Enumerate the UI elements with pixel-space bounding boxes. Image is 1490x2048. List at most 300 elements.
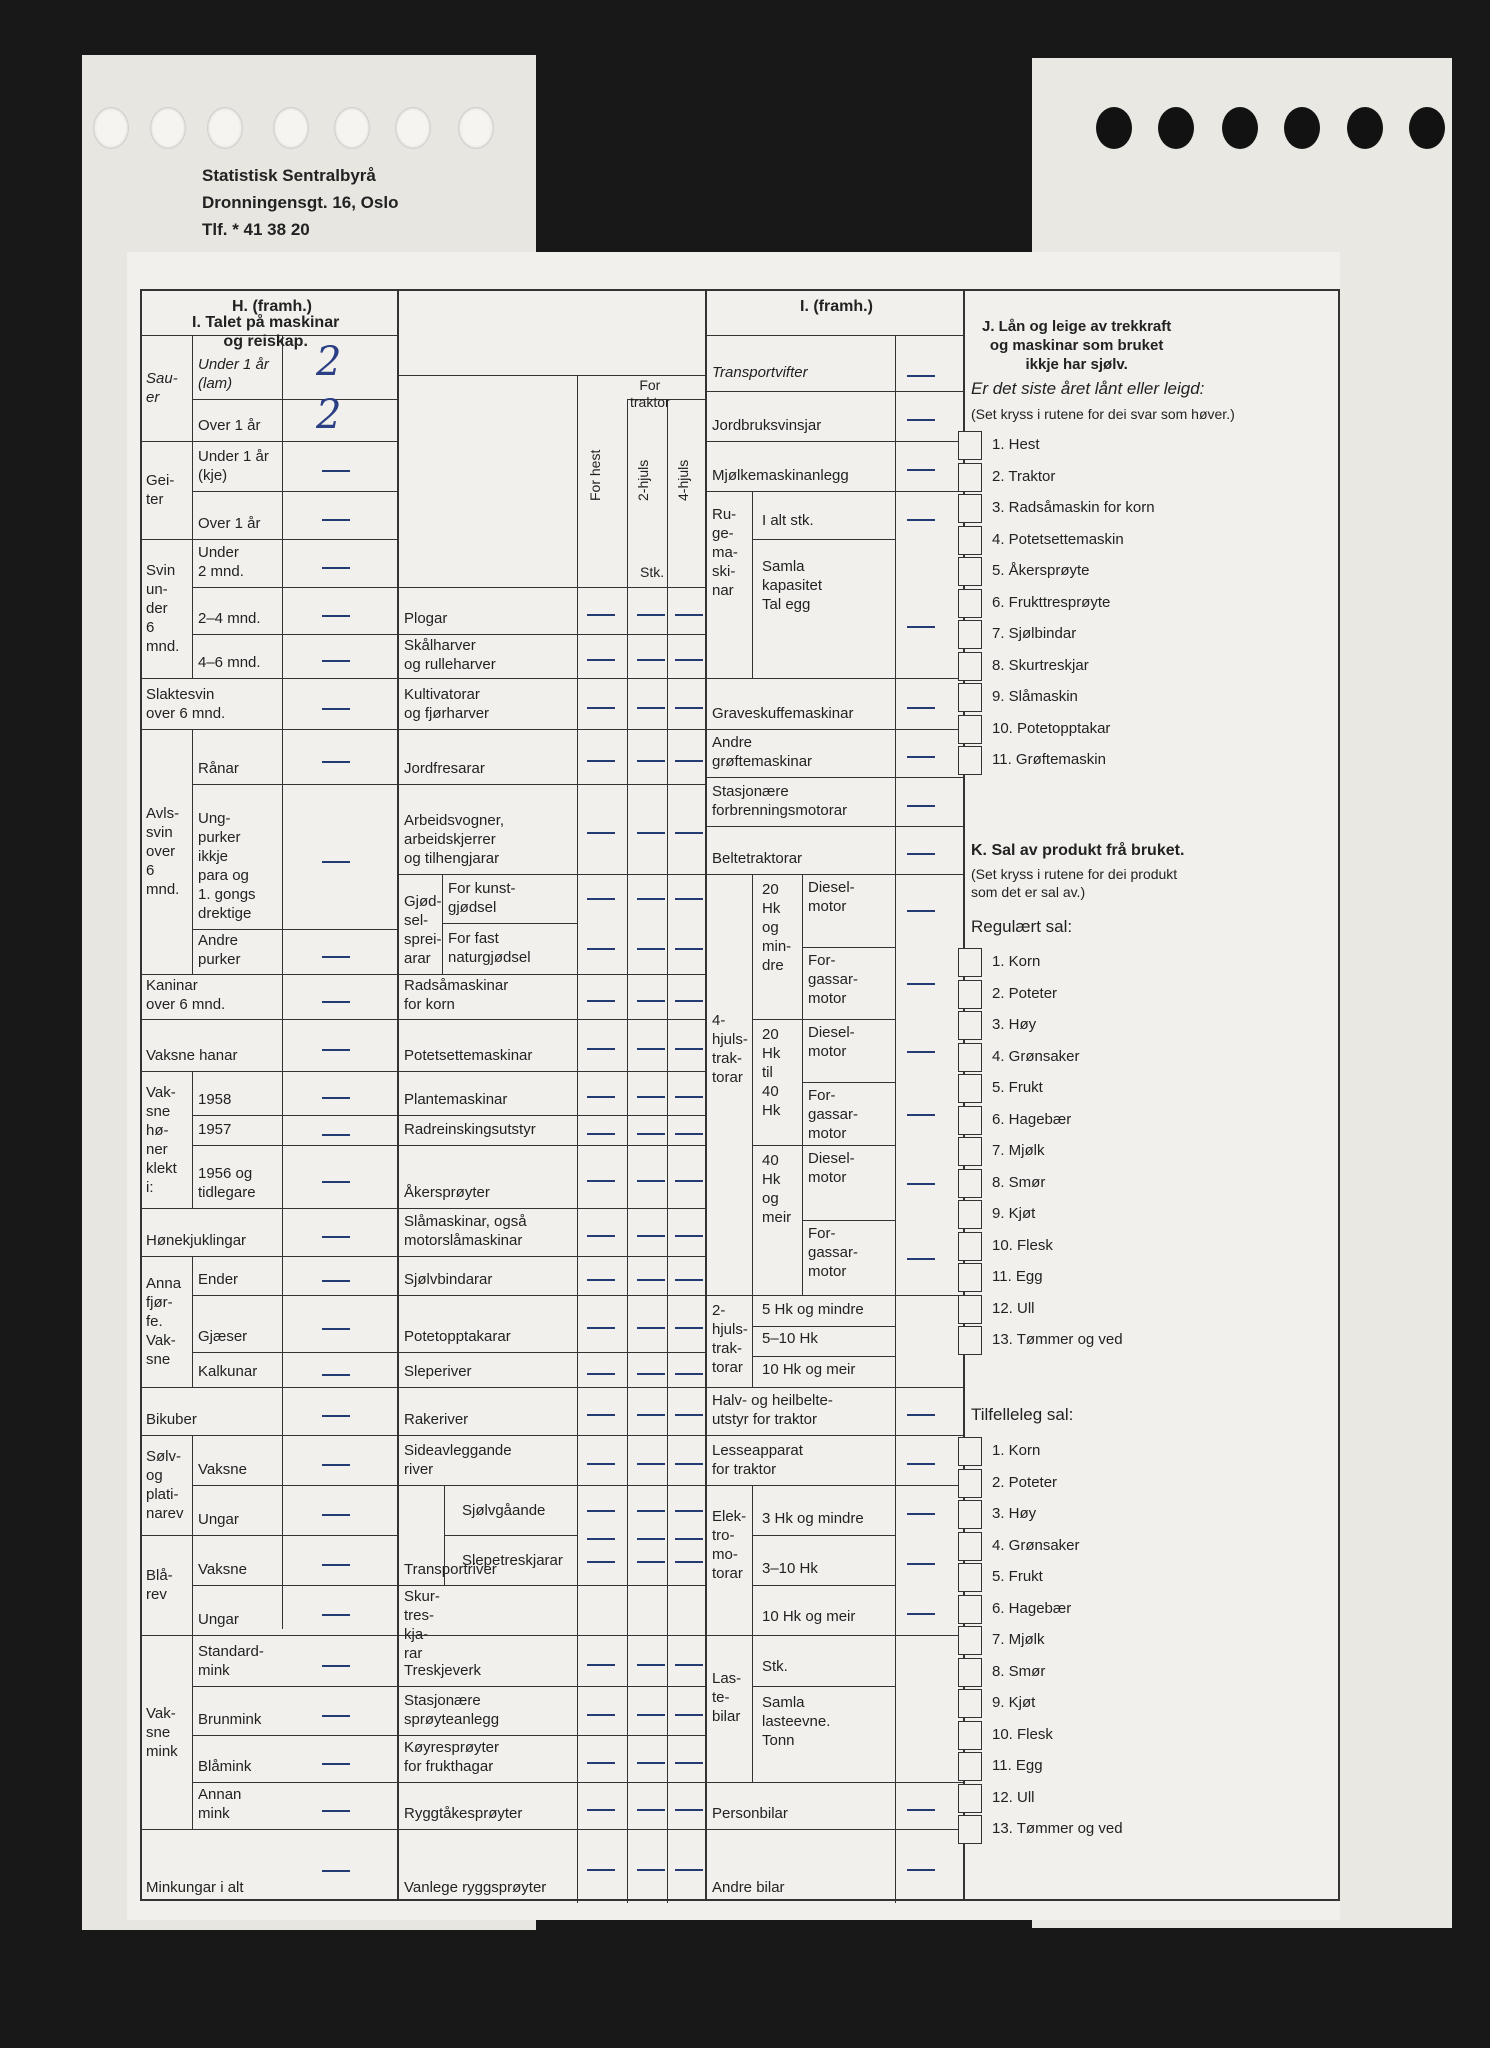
j-item: 2. Traktor (992, 467, 1056, 485)
entry-dash (675, 898, 703, 900)
checkbox (958, 1721, 982, 1750)
entry-dash (907, 626, 935, 628)
value-col-line (895, 335, 896, 1903)
entry-dash (907, 1414, 935, 1416)
cell-line (752, 491, 753, 678)
j-question: Er det siste året lånt eller leigd: (971, 379, 1205, 398)
row-line (752, 1686, 895, 1687)
row-line (705, 1829, 963, 1830)
machine-label: Stasjonære forbrenningsmotorar (712, 783, 848, 819)
entry-dash (637, 614, 665, 616)
entry-dash (322, 1134, 350, 1136)
machine-label: Graveskuffemaskinar (712, 705, 854, 722)
entry-dash (637, 1510, 665, 1512)
row-label: Ungar (198, 1611, 239, 1628)
checkbox (958, 948, 982, 977)
row-line (142, 1256, 397, 1257)
punch-hole (1347, 107, 1383, 149)
entry-dash (322, 956, 350, 958)
entry-dash (322, 1374, 350, 1376)
entry-dash (322, 1001, 350, 1003)
motor-type: Diesel- motor (808, 1024, 855, 1060)
row-line (705, 874, 963, 875)
row-label: Standard- mink (198, 1643, 264, 1679)
machine-label: Radsåmaskinar for korn (404, 977, 509, 1013)
gjodsel-sub: For kunst- gjødsel (448, 880, 516, 916)
entry-dash (322, 660, 350, 662)
skur-sub: Slepetreskjarar (462, 1552, 563, 1569)
row-line (705, 441, 963, 442)
hk-range: 40 Hk og meir (762, 1152, 792, 1226)
row-line (397, 874, 705, 875)
4hjuls-label: 4-hjuls (675, 459, 691, 501)
row-label: Ender (198, 1271, 239, 1288)
k-regular-item: 12. Ull (992, 1299, 1035, 1317)
entry-dash (322, 1181, 350, 1183)
entry-dash (637, 707, 665, 709)
punch-hole (1284, 107, 1320, 149)
entry-dash (322, 1665, 350, 1667)
machine-label: Lesseapparat for traktor (712, 1442, 803, 1478)
entry-dash (637, 1762, 665, 1764)
row-line (705, 729, 963, 730)
row-label: Ungar (198, 1511, 239, 1528)
row-line (752, 539, 895, 540)
row-line (705, 391, 963, 392)
unit-stk: Stk. (640, 564, 665, 580)
row-line (802, 1220, 895, 1221)
punch-hole (150, 107, 186, 149)
entry-dash (637, 1463, 665, 1465)
machine-label: Transportriver (404, 1561, 497, 1578)
row-label: 1957 (198, 1121, 232, 1138)
checkbox (958, 431, 982, 460)
machine-label: Åkersprøyter (404, 1184, 490, 1201)
row-line (142, 678, 397, 679)
entry-dash (675, 1133, 703, 1135)
machine-label: Stasjonære sprøyteanlegg (404, 1692, 500, 1728)
entry-dash (637, 1561, 665, 1563)
row-line (705, 491, 963, 492)
row-label: Bikuber (146, 1411, 197, 1428)
machine-label: Vanlege ryggsprøyter (404, 1879, 547, 1896)
machine-label: Arbeidsvogner, arbeidskjerrer og tilhengjarar (404, 812, 505, 867)
entry-dash (675, 1762, 703, 1764)
entry-dash (322, 1564, 350, 1566)
form-page (127, 283, 1340, 1901)
group-label: Elek- tro- mo- torar (712, 1508, 747, 1582)
handwritten-value: 2 (316, 339, 342, 385)
entry-dash (675, 832, 703, 834)
row-label: Under 2 mnd. (198, 544, 244, 580)
row-line (752, 1585, 895, 1586)
checkbox (958, 1437, 982, 1466)
entry-dash (907, 1258, 935, 1260)
machine-label: Skur- tres- kja- rar (404, 1588, 440, 1662)
motor-type: For- gassar- motor (808, 1225, 859, 1280)
row-group-label: Svin un- der 6 mnd. (146, 562, 180, 655)
checkbox (958, 1011, 982, 1040)
punch-hole (395, 107, 431, 149)
row-line (397, 974, 705, 975)
section-h-title: H. (framh.) (232, 298, 312, 315)
column-divider (397, 291, 399, 1899)
entry-dash (637, 760, 665, 762)
row-line (705, 777, 963, 778)
k-regular-item: 7. Mjølk (992, 1142, 1045, 1159)
entry-dash (675, 1714, 703, 1716)
checkbox (958, 746, 982, 775)
entry-dash (907, 1463, 935, 1465)
entry-dash (675, 1327, 703, 1329)
checkbox (958, 1263, 982, 1292)
entry-dash (637, 1869, 665, 1871)
entry-dash (675, 948, 703, 950)
entry-dash (587, 1096, 615, 1098)
entry-dash (587, 948, 615, 950)
machine-label: Plantemaskinar (404, 1091, 508, 1108)
section-k-title: K. Sal av produkt frå bruket. (971, 842, 1185, 859)
row-line (192, 1585, 397, 1586)
entry-dash (675, 1000, 703, 1002)
entry-dash (675, 1180, 703, 1182)
machine-label: Andre bilar (712, 1879, 785, 1896)
row-line (752, 1145, 895, 1146)
hk-range: 20 Hk til 40 Hk (762, 1026, 781, 1119)
k-occasional-item: 7. Mjølk (992, 1631, 1045, 1648)
entry-dash (587, 1664, 615, 1666)
entry-dash (675, 760, 703, 762)
machine-label: Skålharver og rulleharver (404, 637, 496, 673)
row-label: Under 1 år (kje) (198, 448, 269, 484)
entry-dash (587, 1762, 615, 1764)
j-item: 8. Skurtreskjar (992, 656, 1089, 674)
entry-dash (587, 1510, 615, 1512)
row-line (192, 1145, 397, 1146)
machine-label: Radreinskingsutstyr (404, 1121, 536, 1138)
entry-dash (322, 1870, 350, 1872)
entry-dash (675, 1664, 703, 1666)
checkbox (958, 463, 982, 492)
hjul2-label: 5 Hk og mindre (762, 1301, 864, 1318)
row-line (397, 1435, 705, 1436)
entry-dash (637, 1096, 665, 1098)
row-line (397, 1585, 705, 1586)
header-line (705, 335, 963, 336)
row-label: Vaksne (198, 1461, 247, 1478)
entry-dash (675, 1235, 703, 1237)
row-line (397, 634, 705, 635)
ruge-label: Samla kapasitet Tal egg (762, 558, 823, 613)
row-line (192, 1295, 397, 1296)
entry-dash (322, 1514, 350, 1516)
machine-label: Andre grøftemaskinar (712, 734, 813, 770)
checkbox (958, 1043, 982, 1072)
row-line (705, 678, 963, 679)
cell-line (802, 874, 803, 1295)
header-line (397, 375, 705, 376)
row-line (442, 923, 577, 924)
entry-dash (907, 707, 935, 709)
row-line (397, 1115, 705, 1116)
motor-type: For- gassar- motor (808, 951, 859, 1007)
row-label: Hønekjuklingar (146, 1232, 247, 1249)
checkbox (958, 683, 982, 712)
k-regular-item: 4. Grønsaker (992, 1047, 1080, 1065)
row-line (752, 1535, 895, 1536)
row-line (142, 1208, 397, 1209)
for-traktor-label: For traktor (630, 377, 670, 410)
k-regular-item: 5. Frukt (992, 1079, 1043, 1096)
entry-dash (637, 1235, 665, 1237)
row-label: Slaktesvin over 6 mnd. (146, 686, 226, 722)
entry-dash (907, 1114, 935, 1116)
entry-dash (675, 1096, 703, 1098)
k-regular-item: 11. Egg (992, 1268, 1043, 1285)
entry-dash (322, 567, 350, 569)
row-line (705, 1387, 963, 1388)
row-line (397, 1352, 705, 1353)
2hjuls-label: 2-hjuls (635, 459, 651, 501)
elek-label: 3–10 Hk (762, 1560, 818, 1577)
entry-dash (637, 1414, 665, 1416)
row-label: Rånar (198, 760, 239, 777)
row-line (142, 1635, 397, 1636)
entry-dash (322, 1328, 350, 1330)
row-label: 2–4 mnd. (198, 610, 261, 627)
entry-dash (322, 1464, 350, 1466)
row-label: Vaksne (198, 1561, 247, 1578)
row-label: Gjæser (198, 1328, 248, 1345)
checkbox (958, 1169, 982, 1198)
entry-dash (637, 1809, 665, 1811)
machine-label: Mjølkemaskinanlegg (712, 467, 849, 484)
k-occasional-item: 10. Flesk (992, 1725, 1053, 1743)
entry-dash (907, 983, 935, 985)
row-line (705, 1782, 963, 1783)
row-label: Over 1 år (198, 417, 261, 434)
org-name: Statistisk Sentralbyrå (202, 166, 376, 185)
entry-dash (587, 1180, 615, 1182)
entry-dash (907, 375, 935, 377)
j-item: 11. Grøftemaskin (992, 751, 1106, 768)
entry-dash (675, 1561, 703, 1563)
row-line (192, 1686, 397, 1687)
motor-type: Diesel- motor (808, 879, 855, 915)
k-occasional-item: 5. Frukt (992, 1568, 1043, 1585)
entry-dash (637, 1538, 665, 1540)
checkbox (958, 1595, 982, 1624)
entry-dash (322, 470, 350, 472)
entry-dash (675, 1279, 703, 1281)
entry-dash (675, 1869, 703, 1871)
for-hest-label: For hest (587, 449, 603, 501)
entry-dash (907, 1051, 935, 1053)
j-item: 6. Frukttresprøyte (992, 593, 1111, 611)
k-occasional-item: 4. Grønsaker (992, 1536, 1080, 1554)
entry-dash (675, 1048, 703, 1050)
elek-label: 3 Hk og mindre (762, 1510, 864, 1527)
j-item: 7. Sjølbindar (992, 625, 1077, 642)
row-label: Ung- purker ikkje para og 1. gongs drektige (198, 810, 256, 922)
machine-label: Sleperiver (404, 1363, 472, 1380)
k-occasional-item: 13. Tømmer og ved (992, 1820, 1123, 1837)
row-line (752, 1356, 895, 1357)
machine-label: Sjølvbindarar (404, 1271, 493, 1288)
section-i-title: I. Talet på maskinar og reiskap. (192, 314, 340, 350)
row-line (752, 1326, 895, 1327)
org-address: Dronningensgt. 16, Oslo (202, 193, 399, 212)
row-line (192, 784, 397, 785)
machine-label: Potetsettemaskinar (404, 1047, 533, 1064)
k-instruction: (Set kryss i rutene for dei produkt som det er sal av.) (971, 866, 1178, 900)
row-group-label: Anna fjør- fe. Vak- sne (146, 1275, 182, 1368)
row-line (142, 441, 397, 442)
row-line (397, 587, 705, 588)
entry-dash (907, 805, 935, 807)
entry-dash (587, 1414, 615, 1416)
punch-hole (273, 107, 309, 149)
motor-type: Diesel- motor (808, 1150, 855, 1186)
entry-dash (907, 1613, 935, 1615)
machine-label: Jordbruksvinsjar (712, 417, 822, 434)
entry-dash (587, 1561, 615, 1563)
entry-dash (675, 1538, 703, 1540)
entry-dash (322, 1614, 350, 1616)
entry-dash (907, 419, 935, 421)
group-label: 2- hjuls- trak- torar (712, 1302, 748, 1376)
k-occasional-item: 3. Høy (992, 1505, 1037, 1522)
row-label: Over 1 år (198, 515, 261, 532)
entry-dash (587, 614, 615, 616)
k-regular-item: 8. Smør (992, 1173, 1046, 1191)
checkbox (958, 715, 982, 744)
entry-dash (587, 1235, 615, 1237)
ruge-label: I alt stk. (762, 512, 814, 529)
k-regular-item: 10. Flesk (992, 1236, 1053, 1254)
checkbox (958, 1137, 982, 1166)
row-line (192, 1782, 397, 1783)
row-line (397, 1208, 705, 1209)
row-line (142, 1071, 397, 1072)
row-line (705, 1435, 963, 1436)
entry-dash (637, 659, 665, 661)
row-line (192, 1115, 397, 1116)
entry-dash (675, 614, 703, 616)
row-line (397, 1071, 705, 1072)
k-occasional-item: 12. Ull (992, 1788, 1035, 1806)
row-line (397, 1256, 705, 1257)
row-label: Annan mink (198, 1786, 242, 1822)
row-line (142, 1435, 397, 1436)
row-line (397, 1829, 705, 1830)
transport-label: Transportvifter (712, 364, 808, 381)
entry-dash (907, 910, 935, 912)
entry-dash (322, 1097, 350, 1099)
entry-dash (322, 1810, 350, 1812)
section-i2-title: I. (framh.) (800, 298, 873, 315)
value-col-line (627, 399, 628, 1903)
entry-dash (587, 1000, 615, 1002)
k-occasional-item: 11. Egg (992, 1757, 1043, 1774)
punch-hole (458, 107, 494, 149)
entry-dash (322, 1049, 350, 1051)
group-line (192, 729, 193, 974)
row-line (397, 784, 705, 785)
row-line (397, 678, 705, 679)
row-line (142, 1019, 397, 1020)
entry-dash (587, 1373, 615, 1375)
hjul2-label: 10 Hk og meir (762, 1361, 856, 1378)
row-label: 1958 (198, 1091, 232, 1108)
row-label: Andre purker (198, 932, 241, 968)
form-grid (140, 289, 1340, 1901)
group-line (192, 1635, 193, 1829)
k-occasional-item: 9. Kjøt (992, 1694, 1036, 1711)
checkbox (958, 1106, 982, 1135)
row-line (397, 1735, 705, 1736)
j-item: 3. Radsåmaskin for korn (992, 499, 1155, 516)
row-label: Under 1 år (lam) (198, 356, 269, 392)
entry-dash (675, 1373, 703, 1375)
row-line (142, 539, 397, 540)
k-regular-item: 3. Høy (992, 1016, 1037, 1033)
j-item: 9. Slåmaskin (992, 688, 1078, 705)
entry-dash (907, 756, 935, 758)
row-line (705, 1635, 963, 1636)
entry-dash (637, 1048, 665, 1050)
entry-dash (675, 1809, 703, 1811)
machine-label: Beltetraktorar (712, 850, 803, 867)
row-line (192, 1485, 397, 1486)
entry-dash (322, 1415, 350, 1417)
j-item: 5. Åkersprøyte (992, 562, 1090, 579)
machine-label: Plogar (404, 610, 448, 627)
entry-dash (322, 1763, 350, 1765)
checkbox (958, 589, 982, 618)
laste-label: Samla lasteevne. Tonn (762, 1694, 831, 1749)
entry-dash (675, 1510, 703, 1512)
row-line (397, 1686, 705, 1687)
entry-dash (587, 760, 615, 762)
row-label: 4–6 mnd. (198, 654, 261, 671)
checkbox (958, 557, 982, 586)
punch-hole (207, 107, 243, 149)
j-instruction: (Set kryss i rutene for dei svar som høver.) (971, 406, 1235, 422)
checkbox (958, 1200, 982, 1229)
checkbox (958, 1532, 982, 1561)
row-line (397, 1782, 705, 1783)
row-line (802, 1082, 895, 1083)
checkbox (958, 652, 982, 681)
entry-dash (322, 1715, 350, 1717)
machine-label: Jordfresarar (404, 760, 485, 777)
row-line (705, 1485, 963, 1486)
row-line (142, 1387, 397, 1388)
k-occasional-item: 1. Korn (992, 1442, 1041, 1459)
cell-line (752, 874, 753, 1295)
entry-dash (637, 1373, 665, 1375)
entry-dash (322, 615, 350, 617)
checkbox (958, 1658, 982, 1687)
row-group-label: Vak- sne mink (146, 1704, 178, 1760)
checkbox (958, 1469, 982, 1498)
entry-dash (637, 1664, 665, 1666)
row-line (192, 1735, 397, 1736)
k-regular-item: 2. Poteter (992, 984, 1058, 1002)
row-line (192, 929, 397, 930)
checkbox (958, 1500, 982, 1529)
